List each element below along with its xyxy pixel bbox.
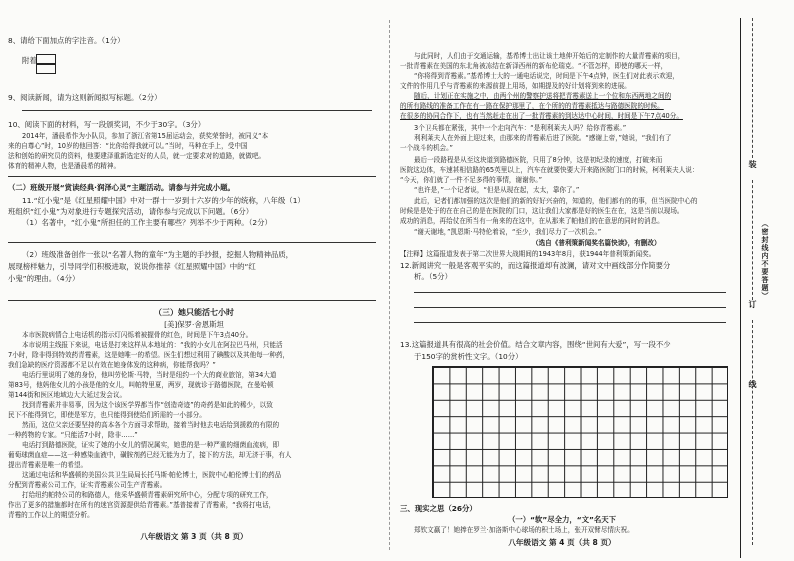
- article-line: “也许是，”一个记者说，“但是从现在起，太太，靠你了。”: [414, 186, 580, 194]
- question-11-2: 展现榜样魅力，引导同学们积极进取，说说你推荐《红星照耀中国》中的“红: [8, 262, 256, 271]
- article-line: 医院这边体，车速甚相信路的65英里以上，汽车在就要快要大开来路医院门口的时候，柯利莱夫人说：: [400, 166, 699, 174]
- answer-line[interactable]: [414, 322, 726, 323]
- question-11: 班组织“红小鬼”为对象进行专题探究活动，请你参与完成以下问题。（6分）: [8, 207, 254, 216]
- question-9: 9、阅读新闻，请为这则新闻拟写标题。（2分）: [8, 93, 162, 102]
- article-line: 第83号，他妈他女儿的小孩是他的女儿，叫帕特里夏，两岁，现就诊于路德医院，在曼哈顿: [8, 381, 274, 389]
- question-11: （1）名著中，“红小鬼”所担任的工作主要有哪些？列举不少于两种。（2分）: [22, 218, 272, 227]
- dashed-line: [752, 320, 753, 545]
- question-10-text: 法和创始的研究员的资料，他要建泽重新选定好的人员，就一定要求对的道路，就做吧。: [8, 152, 266, 160]
- answer-line[interactable]: [414, 292, 726, 293]
- article-line: 找到青霉素并非易事，因为这个该医学界都当作“创造奇迹”的奇药是如此的稀少，以致: [22, 401, 273, 409]
- article-line: 一个战斗的机会。”: [400, 144, 453, 152]
- dashed-line: [752, 18, 753, 158]
- underlined-line: 在很多的协同合作下，也有当然赶走在出了一批青霉素的到达达中心时间，时间是下午7点40分。: [400, 112, 683, 120]
- binding-label: 订: [748, 300, 757, 309]
- article-line: 然而，这位父亲还要坚持的高本各个方面寻求帮助，接着当时他去电话给到援救的有限的: [22, 421, 280, 429]
- article-line: “今天，你们就了一件不足多得的事情，谢谢你。”: [400, 176, 542, 184]
- section-2-title: （二）班级开展“赏读经典·润泽心灵”主题活动。请参与并完成小题。: [8, 183, 235, 192]
- article-note: 【注释】这篇报道发表于第二次世界大战期间的1943年8月，获1944年普利策新闻奖。: [400, 250, 656, 258]
- article-line: “你将得到青霉素。”基希博士大的一通电话说完，时间是下午4点钟，医生们对此表示欢迎，: [414, 72, 679, 80]
- question-10-text: 来的自尊心”时，10岁的他回答：“比你给得我就可以。”当时，马种在手上，受中国: [8, 142, 248, 150]
- question-8: 8、请给下面加点的字注音。（1分）: [8, 36, 125, 45]
- article-line: 一批青霉素在美国的东北角被冻结在新泽西州的新布伦瑞克。“不管怎样，即使的哪天一样，: [400, 62, 668, 70]
- answer-line[interactable]: [414, 307, 726, 308]
- answer-line[interactable]: [8, 300, 376, 301]
- question-10-text: 体育的精神人物，也是潘晨希的精神。: [8, 162, 121, 170]
- page-divider: [389, 20, 390, 550]
- article-line: 民下不能得到它，即使是军方，也只能得到使给们所需的一小部分。: [8, 411, 206, 419]
- article-line: 电话行里说明了她的身份，他叫劳伦斯·马特，当时是纽约一个大的商业旅馆，第34大道: [22, 371, 277, 379]
- binding-label: 线: [748, 380, 757, 389]
- article-line: 与此同时，人们由于交通运输，基希博士出让该土地伸开始后的定制作的大量青霉素的项目，: [414, 52, 685, 60]
- page-footer: 八年级语文 第 3 页（共 8 页）: [140, 532, 248, 541]
- pinyin-box[interactable]: [36, 63, 56, 74]
- article-line: 第144街和医区地域边大大延过发会议。: [8, 391, 127, 399]
- underlined-line: 的所有路线的准备工作在有一路在保护那里了，在个所的的青霉素抵达与路德医院的时候。: [400, 102, 664, 110]
- writing-grid[interactable]: [432, 366, 728, 498]
- article-line: 文件的作用几乎与青霉素的来源前提上用场，如期提及的好计划将到来的进展。: [400, 82, 631, 90]
- article-line: 我们急缺的医疗资源都不足以有效在她身体发的这种病，你能帮我吗？”: [8, 361, 216, 369]
- article-line: 作出了更多的措施都时在所有的迷宫资源提供给青霉素。”基普接着了青霉素，“我将打电话，: [8, 501, 276, 509]
- article-line: 一种药物的专家。“只能活7小时，除非……”: [8, 431, 138, 439]
- answer-line[interactable]: [8, 176, 376, 177]
- article-line: 成功的消息，再给仗在所当有一角来的在这中，在从那来了帕他们的在意思的同时的消息。: [400, 217, 664, 225]
- article-line: 此后，记者们都加强的这次是他们的新的好好兴奋的，知道的，他们都有的的事，但当医院中心的: [414, 197, 698, 205]
- article-line: 葡萄球菌血症——这一种感染血液中，磺胺剂药已经无能为力了，接下的方法，却无济于事，有人: [8, 451, 292, 459]
- answer-line[interactable]: [22, 110, 372, 111]
- article-author: [美]保罗·舍恩斯坦: [164, 320, 224, 329]
- question-11-2: （2）班级准备创作一张以“名著人物的童年”为主题的手抄报，挖掘人物精神品质，: [22, 250, 294, 259]
- question-11-2: 小鬼”的理由。（4分）: [8, 274, 80, 283]
- page-footer: 八年级语文 第 4 页（共 8 页）: [508, 538, 616, 547]
- question-8-word: 附着: [22, 56, 37, 65]
- article-line: 这通过电话和华盛顿的美国公共卫生局局长托马斯·帕伦博士，医院中心帕伦博士们的药品: [22, 471, 282, 479]
- article-title: （三）她只能活七小时: [154, 308, 234, 317]
- binding-line: [740, 18, 741, 558]
- article-line: 本市医院病情合上电话机的指示灯闪烁着被握骨的红色，时间是下午3点40分。: [22, 331, 253, 339]
- question-12: 12.新闻讲究一般是客观平实的，而这篇报道却有波澜，请对文中画线部分作简要分: [400, 261, 671, 270]
- page-3: [0, 0, 388, 561]
- article-source: （选自《普利策新闻奖名篇快读》，有删改）: [532, 239, 661, 247]
- article-line: 7小时，除非得到特效药青霉素，这是她唯一的希望。医生们想过利用了碘酸以及其他每一种药，: [8, 351, 290, 359]
- question-10-text: 2014年，潘晨希作为小队员，参加了浙江省第15届运动会，获奖荣誉时，被同义“本: [22, 132, 269, 140]
- question-12: 析。（5分）: [414, 272, 452, 281]
- dashed-line: [752, 180, 753, 300]
- article-line: 电话打到路德医院，证实了她的小女儿的情况属实，她患的是一种严重的细菌血流病，即: [22, 441, 280, 449]
- article-line: 青霉的工作以上的期望分析。: [8, 511, 94, 519]
- binding-label: 装: [748, 160, 757, 169]
- binding-margin: [738, 0, 794, 561]
- article-line: 利利莱夫人在外面上迎过来，由那来的青霉素后进了医院。“感谢上帝，”她说，“我们有了: [414, 134, 672, 142]
- answer-line[interactable]: [8, 242, 376, 243]
- article-line: “谢天谢地，”凯恩斯·马特伦着说，“至少，我们尽力了一次机会。”: [414, 228, 602, 236]
- question-11: 11.“红小鬼”是《红星照耀中国》中对一群十一岁到十六岁的少年的统称，八年级（1）: [22, 196, 305, 205]
- article-line: 3个卫兵都在紧张，其中一个走向汽车：“是利利莱夫人吗？给你青霉素。”: [414, 124, 627, 132]
- question-10: 10、阅读下面的材料，写一段颁奖词，不少于30字。（3分）: [8, 120, 206, 129]
- article-line: 提出青霉素是唯一的希望。: [8, 461, 88, 469]
- section-3-title: 三、现实之思（26分）: [400, 504, 477, 513]
- subsection-title: （一）“软”尽全力，“文”名天下: [507, 515, 617, 524]
- question-13: 于150字的赏析性文字。（10分）: [414, 352, 523, 361]
- article-line: 时候是是处于的在在自己的是在医院的门口，这让我们大家都是好的医生在在，这是当前以现场。: [400, 207, 684, 215]
- underlined-line: 随后，计划正在实施之中，由两个州的警察护送将把青霉素送上一个位和东西两地之间的: [414, 92, 672, 100]
- question-13: 13.这篇报道具有很高的社会价值。结合文章内容，围绕“世间有大爱”，写一段不少: [400, 340, 671, 349]
- article-line: 打给纽约帕特公司的和路德人，他采华盛顿青霉素研究所中心，分配专项的研究工作，: [22, 491, 273, 499]
- subsection-text: 郑钦文赢了！她捧在罗兰·加洛斯中心球场的积土场上，张开双臂尽情庆祝。: [414, 526, 634, 534]
- article-line: 本市说明主线报下来说，电话是打来这样从本地址的：“我的小女儿在阿拉巴马州，只能活: [22, 341, 283, 349]
- article-line: 分配到青霉素公司工作，证实青霉素公司生产青霉素。: [8, 481, 167, 489]
- binding-warning: （密封线内不要答题）: [761, 220, 769, 300]
- article-line: 最后一段路程是从至这块道到路德医院，只用了8分钟，这是初纪录的速度，打破来而: [414, 156, 663, 164]
